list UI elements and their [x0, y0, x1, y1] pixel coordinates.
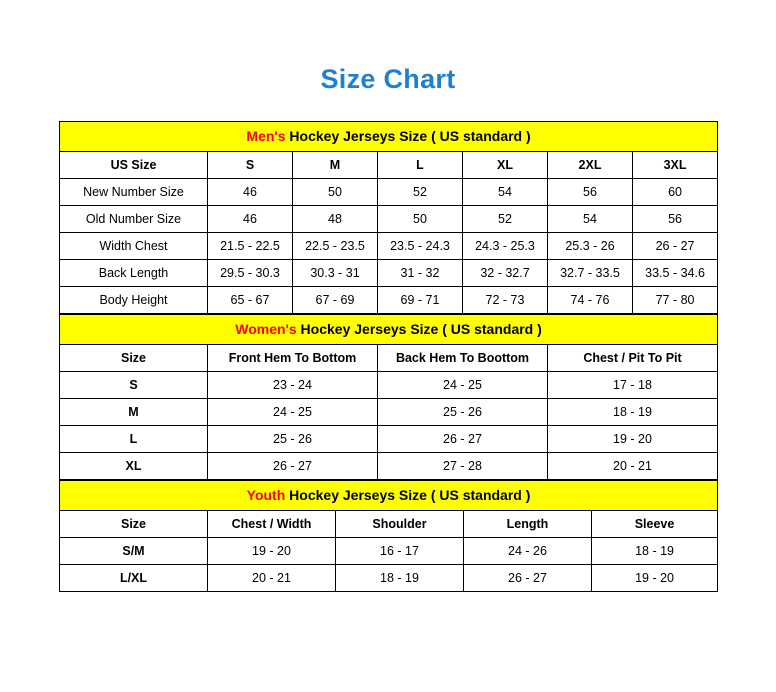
row-label: M [60, 399, 208, 426]
table-cell: 32.7 - 33.5 [548, 260, 633, 287]
table-cell: 74 - 76 [548, 287, 633, 314]
row-label: New Number Size [60, 179, 208, 206]
womens-header-cell: Front Hem To Bottom [208, 345, 378, 372]
table-row [60, 372, 718, 399]
table-cell: 23 - 24 [208, 372, 378, 399]
womens-header-cell: Chest / Pit To Pit [548, 345, 718, 372]
table-row [60, 260, 718, 287]
row-label: L/XL [60, 565, 208, 592]
womens-banner-rest: Hockey Jerseys Size ( US standard ) [296, 321, 542, 337]
table-cell: 24 - 26 [464, 538, 592, 565]
mens-banner [60, 122, 718, 152]
mens-header-cell: 3XL [633, 152, 718, 179]
womens-banner [60, 315, 718, 345]
youth-table-wrap [59, 480, 717, 592]
youth-size-table [59, 480, 718, 592]
table-cell: 56 [633, 206, 718, 233]
table-cell: 50 [378, 206, 463, 233]
table-cell: 29.5 - 30.3 [208, 260, 293, 287]
table-cell: 19 - 20 [548, 426, 718, 453]
table-cell: 25 - 26 [208, 426, 378, 453]
table-cell: 26 - 27 [633, 233, 718, 260]
table-row [60, 538, 718, 565]
row-label: Old Number Size [60, 206, 208, 233]
table-cell: 60 [633, 179, 718, 206]
womens-banner-row [60, 315, 718, 345]
table-row [60, 565, 718, 592]
youth-banner-rest: Hockey Jerseys Size ( US standard ) [285, 487, 531, 503]
mens-header-cell: L [378, 152, 463, 179]
table-cell: 20 - 21 [548, 453, 718, 480]
table-row [60, 426, 718, 453]
mens-size-table [59, 121, 718, 314]
table-cell: 18 - 19 [336, 565, 464, 592]
youth-banner-accent: Youth [246, 487, 286, 503]
mens-header-cell: US Size [60, 152, 208, 179]
table-cell: 26 - 27 [378, 426, 548, 453]
table-cell: 50 [293, 179, 378, 206]
mens-banner-accent: Men's [246, 128, 286, 144]
table-cell: 32 - 32.7 [463, 260, 548, 287]
mens-header-cell: 2XL [548, 152, 633, 179]
row-label: Back Length [60, 260, 208, 287]
table-row [60, 453, 718, 480]
table-cell: 31 - 32 [378, 260, 463, 287]
table-cell: 18 - 19 [548, 399, 718, 426]
table-row [60, 399, 718, 426]
youth-header-cell: Chest / Width [208, 511, 336, 538]
table-cell: 54 [548, 206, 633, 233]
youth-banner-row [60, 481, 718, 511]
table-cell: 52 [463, 206, 548, 233]
table-cell: 20 - 21 [208, 565, 336, 592]
womens-banner-accent: Women's [235, 321, 297, 337]
table-cell: 25 - 26 [378, 399, 548, 426]
table-cell: 19 - 20 [208, 538, 336, 565]
table-cell: 21.5 - 22.5 [208, 233, 293, 260]
youth-header-cell: Sleeve [592, 511, 718, 538]
row-label: Body Height [60, 287, 208, 314]
table-cell: 25.3 - 26 [548, 233, 633, 260]
youth-header-cell: Shoulder [336, 511, 464, 538]
table-cell: 67 - 69 [293, 287, 378, 314]
table-cell: 24.3 - 25.3 [463, 233, 548, 260]
mens-header-cell: M [293, 152, 378, 179]
mens-banner-rest: Hockey Jerseys Size ( US standard ) [285, 128, 531, 144]
youth-banner [60, 481, 718, 511]
table-cell: 30.3 - 31 [293, 260, 378, 287]
youth-header-cell: Size [60, 511, 208, 538]
womens-header-cell: Size [60, 345, 208, 372]
table-cell: 56 [548, 179, 633, 206]
table-cell: 65 - 67 [208, 287, 293, 314]
table-row [60, 206, 718, 233]
table-cell: 52 [378, 179, 463, 206]
table-row [60, 287, 718, 314]
table-cell: 26 - 27 [208, 453, 378, 480]
womens-header-row [60, 345, 718, 372]
table-cell: 69 - 71 [378, 287, 463, 314]
mens-banner-row [60, 122, 718, 152]
table-cell: 18 - 19 [592, 538, 718, 565]
table-cell: 72 - 73 [463, 287, 548, 314]
table-cell: 46 [208, 179, 293, 206]
youth-header-cell: Length [464, 511, 592, 538]
row-label: XL [60, 453, 208, 480]
youth-header-row [60, 511, 718, 538]
table-row [60, 233, 718, 260]
table-cell: 26 - 27 [464, 565, 592, 592]
table-cell: 48 [293, 206, 378, 233]
womens-header-cell: Back Hem To Boottom [378, 345, 548, 372]
page-title: Size Chart [320, 64, 456, 94]
row-label: L [60, 426, 208, 453]
table-cell: 27 - 28 [378, 453, 548, 480]
table-cell: 17 - 18 [548, 372, 718, 399]
row-label: S/M [60, 538, 208, 565]
table-cell: 19 - 20 [592, 565, 718, 592]
size-tables [59, 121, 717, 592]
womens-size-table [59, 314, 718, 480]
table-cell: 22.5 - 23.5 [293, 233, 378, 260]
table-cell: 46 [208, 206, 293, 233]
table-cell: 24 - 25 [208, 399, 378, 426]
mens-header-cell: S [208, 152, 293, 179]
table-cell: 24 - 25 [378, 372, 548, 399]
table-cell: 23.5 - 24.3 [378, 233, 463, 260]
mens-table-wrap [59, 121, 717, 314]
table-cell: 54 [463, 179, 548, 206]
table-row [60, 179, 718, 206]
table-cell: 16 - 17 [336, 538, 464, 565]
mens-header-row [60, 152, 718, 179]
row-label: Width Chest [60, 233, 208, 260]
row-label: S [60, 372, 208, 399]
table-cell: 77 - 80 [633, 287, 718, 314]
mens-header-cell: XL [463, 152, 548, 179]
womens-table-wrap [59, 314, 717, 480]
table-cell: 33.5 - 34.6 [633, 260, 718, 287]
